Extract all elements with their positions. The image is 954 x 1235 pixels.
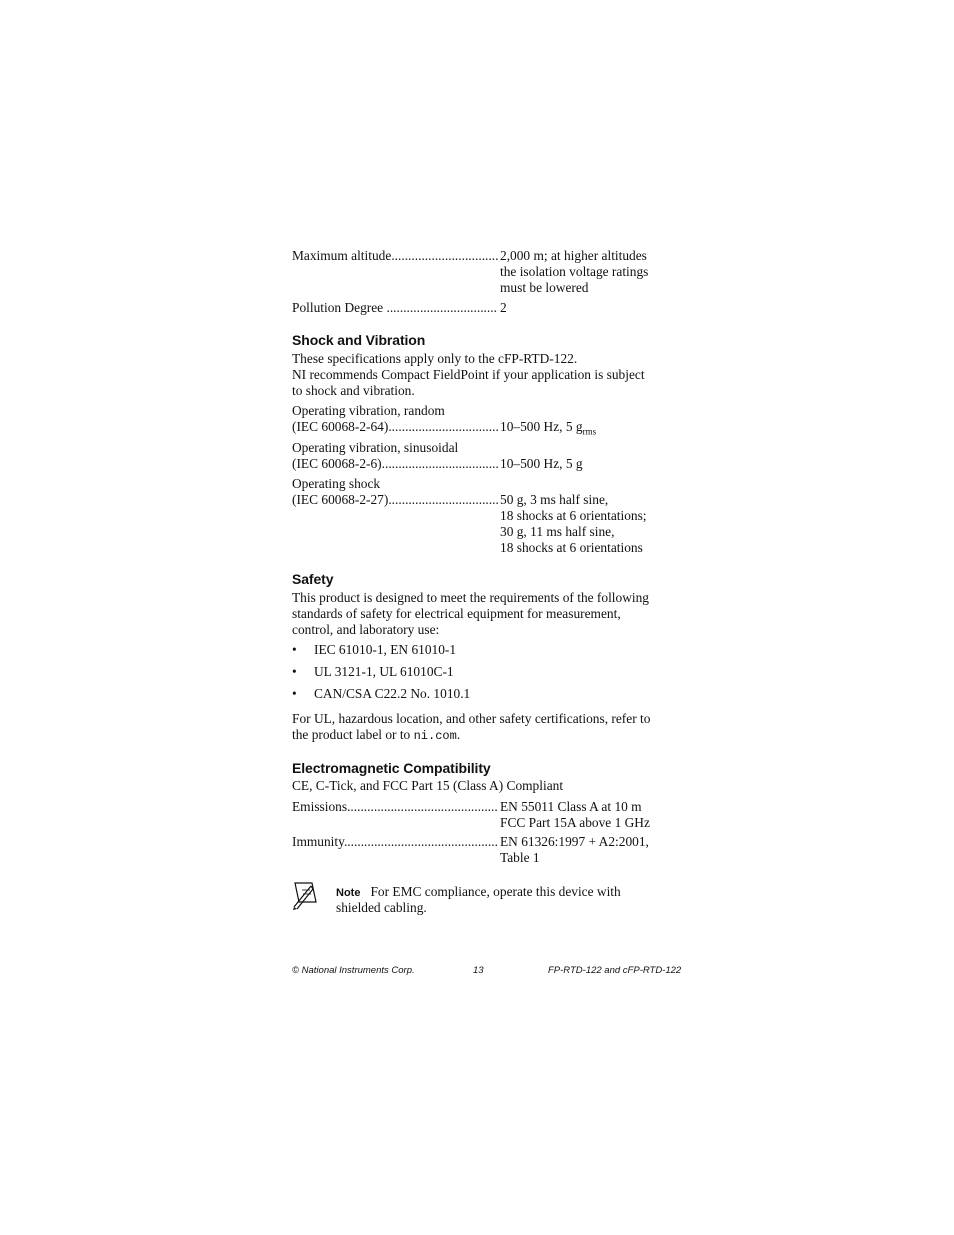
safety-ul-paragraph: [292, 711, 664, 743]
paragraph-text: .: [456, 727, 461, 742]
paragraph-line: control, and laboratory use:: [292, 622, 440, 637]
paragraph-line: [292, 727, 664, 743]
section-heading-safety: Safety: [292, 571, 334, 587]
spec-operating-shock: [292, 476, 664, 556]
spec-value: 18 shocks at 6 orientations;: [500, 508, 647, 523]
paragraph-text: the product label or to: [292, 727, 414, 742]
paragraph-line: to shock and vibration.: [292, 383, 415, 398]
spec-value: EN 55011 Class A at 10 m: [500, 799, 642, 814]
spec-label: Operating vibration, random: [292, 403, 445, 418]
spec-value: the isolation voltage ratings: [500, 264, 649, 279]
spec-label: Immunity .....: [292, 834, 498, 850]
ni-link[interactable]: ni.com: [413, 729, 457, 743]
spec-emissions: [292, 799, 664, 831]
spec-label: Emissions .....: [292, 799, 498, 815]
paragraph-line: This product is designed to meet the requirements of the following: [292, 590, 650, 605]
spec-value: 30 g, 11 ms half sine,: [500, 524, 615, 539]
paragraph-line: These specifications apply only to the cFP-RTD-122.: [292, 351, 578, 366]
spec-value: must be lowered: [500, 280, 589, 295]
spec-value: FCC Part 15A above 1 GHz: [500, 815, 650, 830]
spec-label: (IEC 60068-2-27) .....: [292, 492, 498, 508]
shock-intro: [292, 351, 664, 399]
spec-value: EN 61326:1997 + A2:2001,: [500, 834, 649, 849]
spec-value: 18 shocks at 6 orientations: [500, 540, 643, 555]
list-item-text: UL 3121-1, UL 61010C-1: [314, 664, 454, 679]
spec-value: [500, 419, 596, 435]
section-heading-emc: Electromagnetic Compatibility: [292, 760, 491, 776]
note-block: [336, 884, 666, 916]
footer-page-number: 13: [473, 965, 484, 976]
list-item-text: IEC 61010-1, EN 61010-1: [314, 642, 457, 657]
spec-value: 10–500 Hz, 5 g: [500, 456, 583, 471]
spec-vibration-sinusoidal: [292, 440, 664, 472]
spec-value-text: 10–500 Hz, 5 g: [500, 419, 583, 434]
paragraph-line: standards of safety for electrical equipment for measurement,: [292, 606, 621, 621]
spec-label: Pollution Degree .....: [292, 300, 498, 316]
paragraph-line: NI recommends Compact FieldPoint if your application is subject: [292, 367, 645, 382]
note-pencil-icon: [292, 880, 318, 910]
emc-compliance: [292, 778, 664, 794]
list-item-text: CAN/CSA C22.2 No. 1010.1: [314, 686, 471, 701]
bullet-icon: •: [292, 686, 297, 701]
paragraph-line: For UL, hazardous location, and other safety certifications, refer to: [292, 711, 651, 726]
spec-label: Maximum altitude .....: [292, 248, 498, 264]
spec-value: 2,000 m; at higher altitudes: [500, 248, 647, 263]
spec-value: 2: [500, 300, 507, 315]
bullet-icon: •: [292, 642, 297, 657]
spec-label: Operating shock: [292, 476, 381, 491]
note-line: [336, 884, 666, 900]
note-line: shielded cabling.: [336, 900, 427, 915]
note-label: Note: [336, 887, 361, 899]
footer-copyright: © National Instruments Corp.: [292, 965, 415, 976]
note-text: For EMC compliance, operate this device with: [370, 884, 621, 899]
spec-pollution-degree: [292, 300, 664, 316]
spec-value: 50 g, 3 ms half sine,: [500, 492, 609, 507]
spec-value: Table 1: [500, 850, 540, 865]
safety-intro: [292, 590, 664, 638]
spec-label: (IEC 60068-2-6) .....: [292, 456, 498, 472]
spec-value-subscript: rms: [582, 426, 597, 437]
spec-label: (IEC 60068-2-64) .....: [292, 419, 498, 435]
spec-vibration-random: [292, 403, 664, 435]
spec-max-altitude: [292, 248, 664, 296]
spec-immunity: [292, 834, 664, 866]
footer-product: FP-RTD-122 and cFP-RTD-122: [548, 965, 682, 976]
spec-label: Operating vibration, sinusoidal: [292, 440, 459, 455]
section-heading-shock: Shock and Vibration: [292, 332, 426, 348]
bullet-icon: •: [292, 664, 297, 679]
paragraph-line: CE, C-Tick, and FCC Part 15 (Class A) Compliant: [292, 778, 564, 793]
